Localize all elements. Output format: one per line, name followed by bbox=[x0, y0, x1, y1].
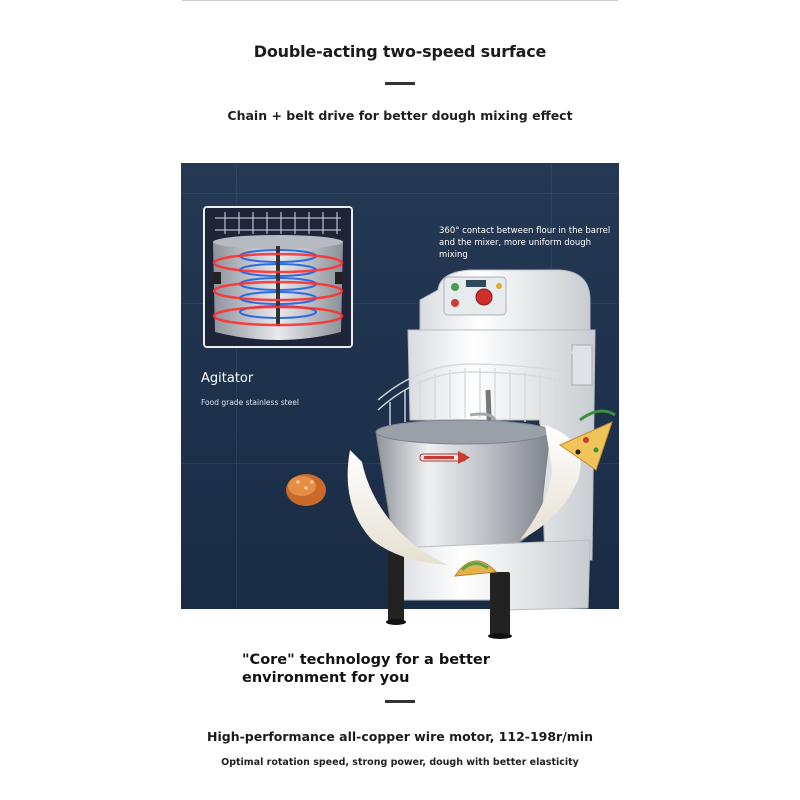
product-panel bbox=[181, 163, 619, 609]
contact-note: 360° contact between flour in the barrel and the mixer, more uniform dough mixing bbox=[439, 226, 611, 260]
core-title-underline bbox=[385, 700, 415, 703]
core-title-line2: environment for you bbox=[242, 670, 410, 686]
section-subtitle-drive: Chain + belt drive for better dough mixing effect bbox=[227, 108, 573, 123]
title-underline bbox=[385, 82, 415, 85]
section-title-motor: High-performance all-copper wire motor, 112-198r/min bbox=[207, 729, 593, 744]
section-title-speed: Double-acting two-speed surface bbox=[253, 42, 547, 61]
agitator-closeup-image bbox=[203, 206, 353, 348]
section-title-core bbox=[242, 651, 490, 687]
section-subtitle-motor: Optimal rotation speed, strong power, dough with better elasticity bbox=[221, 757, 579, 768]
agitator-description: Food grade stainless steel bbox=[201, 398, 299, 407]
top-divider bbox=[182, 0, 618, 1]
agitator-label: Agitator bbox=[201, 371, 254, 386]
core-title-line1: "Core" technology for a better bbox=[242, 652, 490, 668]
